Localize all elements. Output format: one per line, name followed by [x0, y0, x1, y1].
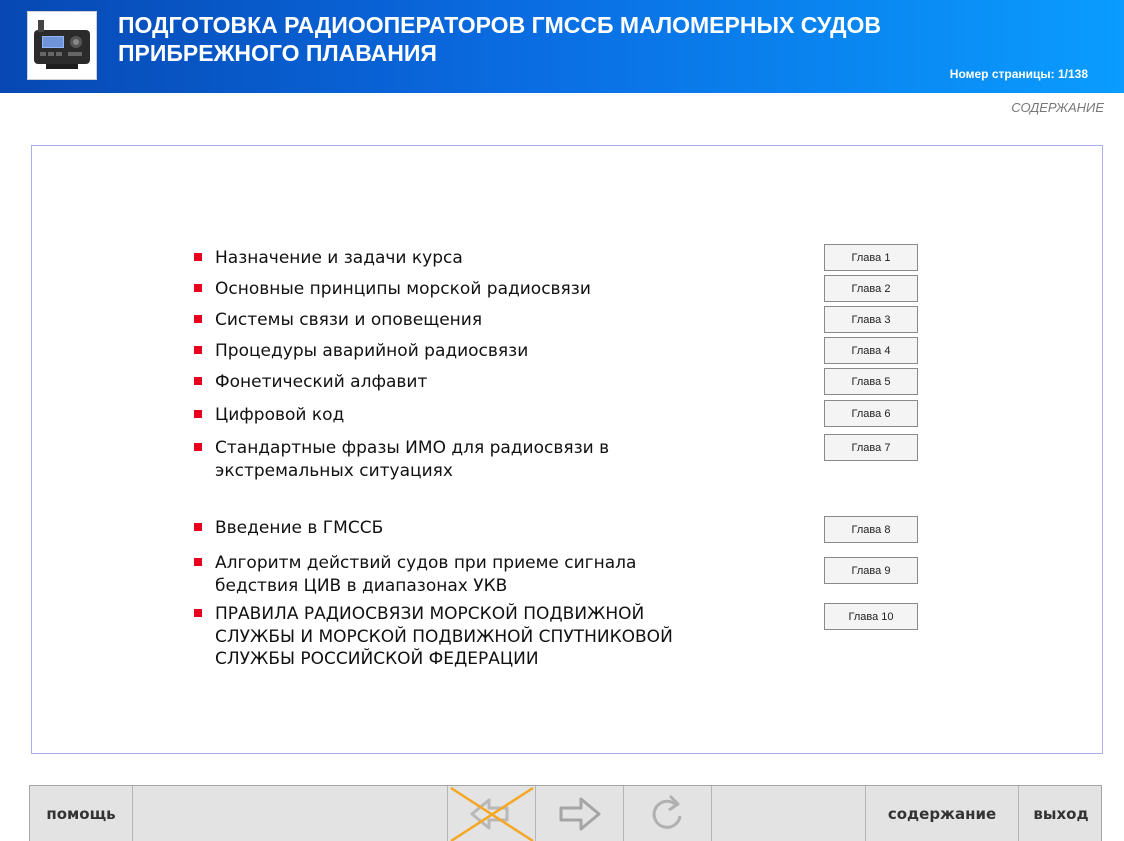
back-button[interactable]: [448, 786, 536, 841]
toc-item-label: Назначение и задачи курса: [215, 248, 463, 268]
bullet-icon: [194, 609, 202, 617]
toc-item: [194, 278, 814, 301]
toc-item: [194, 437, 644, 482]
toc-item: [194, 309, 814, 332]
toc-item-label: ПРАВИЛА РАДИОСВЯЗИ МОРСКОЙ ПОДВИЖНОЙ СЛУЖБЫ И МОРСКОЙ ПОДВИЖНОЙ СПУТНИКОВОЙ СЛУЖБЫ РОССИЙСКОЙ ФЕДЕРАЦИИ: [215, 604, 673, 669]
forward-arrow-icon: [555, 794, 605, 834]
bullet-icon: [194, 346, 202, 354]
bullet-icon: [194, 443, 202, 451]
toc-item: [194, 552, 664, 597]
bottom-navigation-bar: [29, 785, 1102, 841]
toc-item: [194, 247, 814, 270]
toc-item-label: Введение в ГМССБ: [215, 518, 384, 538]
chapter-8-button[interactable]: Глава 8: [824, 516, 918, 543]
back-arrow-icon: [449, 787, 535, 841]
toc-item-label: Системы связи и оповещения: [215, 310, 483, 330]
toc-item-label: Процедуры аварийной радиосвязи: [215, 341, 529, 361]
toc-item-label: Стандартные фразы ИМО для радиосвязи в экстремальных ситуациях: [215, 438, 610, 481]
section-label: СОДЕРЖАНИЕ: [1011, 100, 1104, 115]
bullet-icon: [194, 523, 202, 531]
bullet-icon: [194, 284, 202, 292]
chapter-7-button[interactable]: Глава 7: [824, 434, 918, 461]
bullet-icon: [194, 377, 202, 385]
bullet-icon: [194, 315, 202, 323]
reload-icon: [648, 792, 688, 836]
toc-item-label: Цифровой код: [215, 405, 345, 425]
bullet-icon: [194, 558, 202, 566]
chapter-1-button[interactable]: Глава 1: [824, 244, 918, 271]
chapter-4-button[interactable]: Глава 4: [824, 337, 918, 364]
reload-button[interactable]: [624, 786, 712, 841]
chapter-10-button[interactable]: Глава 10: [824, 603, 918, 630]
chapter-2-button[interactable]: Глава 2: [824, 275, 918, 302]
toc-item: [194, 371, 814, 394]
toc-item: [194, 603, 694, 671]
toc-item: [194, 340, 814, 363]
header-banner: [0, 0, 1124, 93]
chapter-5-button[interactable]: Глава 5: [824, 368, 918, 395]
help-button[interactable]: помощь: [30, 786, 133, 841]
page-counter: Номер страницы: 1/138: [949, 67, 1088, 81]
bullet-icon: [194, 410, 202, 418]
marine-vhf-radio-icon: [27, 11, 97, 80]
exit-button[interactable]: выход: [1033, 805, 1089, 823]
nav-spacer: [712, 786, 866, 841]
chapter-6-button[interactable]: Глава 6: [824, 400, 918, 427]
course-title: ПОДГОТОВКА РАДИООПЕРАТОРОВ ГМССБ МАЛОМЕРНЫХ СУДОВ ПРИБРЕЖНОГО ПЛАВАНИЯ: [118, 12, 882, 66]
toc-item-label: Алгоритм действий судов при приеме сигнала бедствия ЦИВ в диапазонах УКВ: [215, 553, 637, 596]
toc-item: [194, 517, 814, 540]
bullet-icon: [194, 253, 202, 261]
toc-item-label: Фонетический алфавит: [215, 372, 428, 392]
chapter-9-button[interactable]: Глава 9: [824, 557, 918, 584]
forward-button[interactable]: [536, 786, 624, 841]
toc-item: [194, 404, 814, 427]
toc-item-label: Основные принципы морской радиосвязи: [215, 279, 591, 299]
chapter-3-button[interactable]: Глава 3: [824, 306, 918, 333]
nav-spacer: [133, 786, 448, 841]
contents-button[interactable]: содержание: [866, 786, 1019, 841]
